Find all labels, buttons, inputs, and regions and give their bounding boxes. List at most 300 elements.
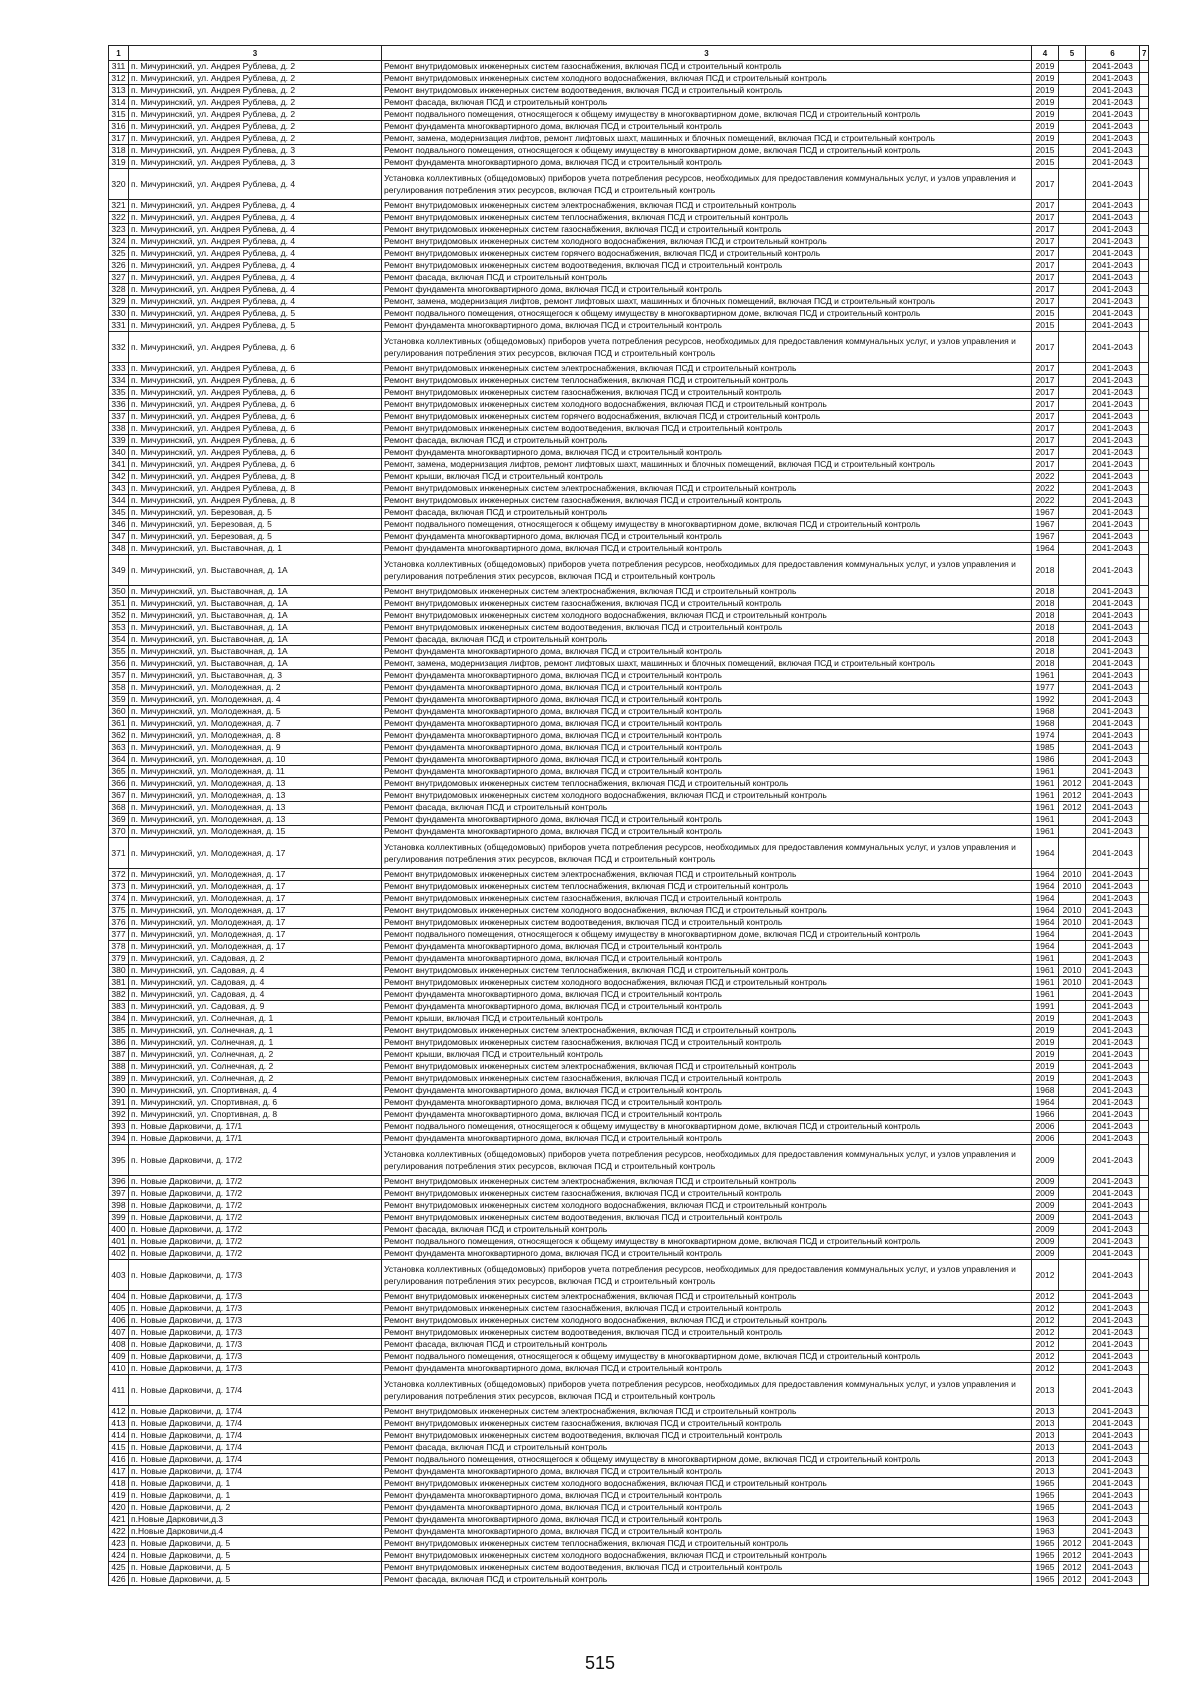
table-row [109,941,1149,953]
table-row [109,1200,1149,1212]
last-repair-year-cell [1059,200,1086,212]
row-number-cell: 323 [109,224,129,236]
last-repair-year-cell [1059,260,1086,272]
planned-period-cell: 2041-2043 [1086,646,1140,658]
work-type-cell: Ремонт внутридомовых инженерных систем газоснабжения, включая ПСД и строительный контроль [382,1188,1032,1200]
table-header-row [109,46,1149,61]
commission-year-cell: 1968 [1032,718,1059,730]
commission-year-cell: 2017 [1032,447,1059,459]
planned-period-cell: 2041-2043 [1086,658,1140,670]
note-cell [1140,121,1149,133]
address-cell: п. Мичуринский, ул. Молодежная, д. 17 [129,905,382,917]
work-type-cell: Ремонт фундамента многоквартирного дома, включая ПСД и строительный контроль [382,157,1032,169]
planned-period-cell: 2041-2043 [1086,610,1140,622]
row-number-cell: 422 [109,1526,129,1538]
address-cell: п. Мичуринский, ул. Солнечная, д. 1 [129,1013,382,1025]
work-type-cell: Ремонт подвального помещения, относящегося к общему имуществу в многоквартирном доме, включая ПСД и строительный контроль [382,519,1032,531]
commission-year-cell: 2009 [1032,1200,1059,1212]
row-number-cell: 408 [109,1339,129,1351]
table-row [109,718,1149,730]
address-cell: п. Мичуринский, ул. Андрея Рублева, д. 8 [129,483,382,495]
address-cell: п. Мичуринский, ул. Выставочная, д. 1А [129,646,382,658]
last-repair-year-cell [1059,1430,1086,1442]
last-repair-year-cell [1059,670,1086,682]
commission-year-cell: 1961 [1032,965,1059,977]
planned-period-cell: 2041-2043 [1086,1085,1140,1097]
table-row [109,109,1149,121]
work-type-cell: Ремонт, замена, модернизация лифтов, ремонт лифтовых шахт, машинных и блочных помещений, включая ПСД и строительный контроль [382,658,1032,670]
work-type-cell: Ремонт фундамента многоквартирного дома, включая ПСД и строительный контроль [382,694,1032,706]
last-repair-year-cell [1059,73,1086,85]
address-cell: п. Мичуринский, ул. Андрея Рублева, д. 4 [129,284,382,296]
work-type-cell: Ремонт внутридомовых инженерных систем холодного водоснабжения, включая ПСД и строительный контроль [382,610,1032,622]
commission-year-cell: 2019 [1032,1013,1059,1025]
last-repair-year-cell [1059,375,1086,387]
note-cell [1140,1351,1149,1363]
row-number-cell: 415 [109,1442,129,1454]
last-repair-year-cell [1059,1526,1086,1538]
last-repair-year-cell: 2010 [1059,965,1086,977]
work-type-cell: Ремонт внутридомовых инженерных систем водоотведения, включая ПСД и строительный контроль [382,1327,1032,1339]
work-type-cell: Ремонт фундамента многоквартирного дома, включая ПСД и строительный контроль [382,1109,1032,1121]
last-repair-year-cell [1059,1327,1086,1339]
row-number-cell: 406 [109,1315,129,1327]
address-cell: п. Мичуринский, ул. Выставочная, д. 1 [129,543,382,555]
planned-period-cell: 2041-2043 [1086,1224,1140,1236]
address-cell: п. Новые Дарковичи, д. 17/3 [129,1327,382,1339]
commission-year-cell: 2017 [1032,284,1059,296]
last-repair-year-cell [1059,646,1086,658]
planned-period-cell: 2041-2043 [1086,977,1140,989]
table-row [109,670,1149,682]
work-type-cell: Ремонт внутридомовых инженерных систем холодного водоснабжения, включая ПСД и строительный контроль [382,1550,1032,1562]
table-row [109,658,1149,670]
commission-year-cell: 2017 [1032,387,1059,399]
note-cell [1140,320,1149,332]
table-row [109,1248,1149,1260]
note-cell [1140,694,1149,706]
row-number-cell: 333 [109,363,129,375]
last-repair-year-cell [1059,814,1086,826]
commission-year-cell: 1964 [1032,1097,1059,1109]
last-repair-year-cell [1059,682,1086,694]
last-repair-year-cell [1059,399,1086,411]
address-cell: п. Мичуринский, ул. Садовая, д. 4 [129,977,382,989]
last-repair-year-cell [1059,296,1086,308]
work-type-cell: Ремонт фундамента многоквартирного дома, включая ПСД и строительный контроль [382,941,1032,953]
note-cell [1140,73,1149,85]
row-number-cell: 343 [109,483,129,495]
commission-year-cell: 1985 [1032,742,1059,754]
work-type-cell: Ремонт фундамента многоквартирного дома, включая ПСД и строительный контроль [382,682,1032,694]
planned-period-cell: 2041-2043 [1086,989,1140,1001]
row-number-cell: 390 [109,1085,129,1097]
note-cell [1140,1327,1149,1339]
note-cell [1140,157,1149,169]
address-cell: п. Новые Дарковичи, д. 17/4 [129,1442,382,1454]
commission-year-cell: 1965 [1032,1538,1059,1550]
work-type-cell: Ремонт подвального помещения, относящегося к общему имуществу в многоквартирном доме, включая ПСД и строительный контроль [382,1121,1032,1133]
address-cell: п. Мичуринский, ул. Молодежная, д. 8 [129,730,382,742]
planned-period-cell: 2041-2043 [1086,387,1140,399]
planned-period-cell: 2041-2043 [1086,296,1140,308]
address-cell: п. Мичуринский, ул. Спортивная, д. 6 [129,1097,382,1109]
address-cell: п. Новые Дарковичи, д. 5 [129,1538,382,1550]
row-number-cell: 385 [109,1025,129,1037]
note-cell [1140,742,1149,754]
last-repair-year-cell [1059,1315,1086,1327]
note-cell [1140,1363,1149,1375]
planned-period-cell: 2041-2043 [1086,766,1140,778]
work-type-cell: Ремонт внутридомовых инженерных систем холодного водоснабжения, включая ПСД и строительный контроль [382,399,1032,411]
work-type-cell: Ремонт, замена, модернизация лифтов, ремонт лифтовых шахт, машинных и блочных помещений, включая ПСД и строительный контроль [382,133,1032,145]
last-repair-year-cell: 2012 [1059,802,1086,814]
table-row [109,838,1149,869]
header-cell: 1 [109,46,129,61]
row-number-cell: 342 [109,471,129,483]
commission-year-cell: 1966 [1032,1109,1059,1121]
planned-period-cell: 2041-2043 [1086,1303,1140,1315]
note-cell [1140,802,1149,814]
table-row [109,284,1149,296]
header-cell: 3 [382,46,1032,61]
address-cell: п. Мичуринский, ул. Андрея Рублева, д. 8 [129,471,382,483]
address-cell: п. Мичуринский, ул. Андрея Рублева, д. 4 [129,236,382,248]
address-cell: п. Мичуринский, ул. Молодежная, д. 15 [129,826,382,838]
planned-period-cell: 2041-2043 [1086,1200,1140,1212]
work-type-cell: Ремонт фасада, включая ПСД и строительный контроль [382,435,1032,447]
note-cell [1140,953,1149,965]
last-repair-year-cell [1059,1037,1086,1049]
commission-year-cell: 2017 [1032,363,1059,375]
commission-year-cell: 2013 [1032,1454,1059,1466]
row-number-cell: 399 [109,1212,129,1224]
work-type-cell: Ремонт внутридомовых инженерных систем теплоснабжения, включая ПСД и строительный контроль [382,212,1032,224]
table-row [109,1001,1149,1013]
work-type-cell: Ремонт внутридомовых инженерных систем теплоснабжения, включая ПСД и строительный контроль [382,375,1032,387]
table-body [109,61,1149,1586]
note-cell [1140,308,1149,320]
work-type-cell: Ремонт внутридомовых инженерных систем горячего водоснабжения, включая ПСД и строительный контроль [382,248,1032,260]
row-number-cell: 419 [109,1490,129,1502]
table-row [109,97,1149,109]
commission-year-cell: 1965 [1032,1574,1059,1586]
address-cell: п. Мичуринский, ул. Молодежная, д. 13 [129,790,382,802]
last-repair-year-cell [1059,1303,1086,1315]
note-cell [1140,471,1149,483]
note-cell [1140,483,1149,495]
row-number-cell: 328 [109,284,129,296]
last-repair-year-cell [1059,363,1086,375]
work-type-cell: Установка коллективных (общедомовых) приборов учета потребления ресурсов, необходимых для предоставления коммунальных услуг, и узлов управления и регулирования потребления этих ресурсов, включая ПСД и строительный контроль [382,1145,1032,1176]
address-cell: п. Новые Дарковичи, д. 17/3 [129,1363,382,1375]
last-repair-year-cell [1059,1121,1086,1133]
table-row [109,1212,1149,1224]
address-cell: п. Мичуринский, ул. Андрея Рублева, д. 5 [129,308,382,320]
commission-year-cell: 1965 [1032,1490,1059,1502]
last-repair-year-cell [1059,893,1086,905]
commission-year-cell: 2012 [1032,1339,1059,1351]
note-cell [1140,1200,1149,1212]
table-row [109,411,1149,423]
table-row [109,1454,1149,1466]
address-cell: п. Новые Дарковичи, д. 1 [129,1490,382,1502]
commission-year-cell: 2013 [1032,1418,1059,1430]
last-repair-year-cell: 2012 [1059,778,1086,790]
note-cell [1140,1248,1149,1260]
commission-year-cell: 1961 [1032,814,1059,826]
address-cell: п. Мичуринский, ул. Молодежная, д. 9 [129,742,382,754]
row-number-cell: 357 [109,670,129,682]
row-number-cell: 384 [109,1013,129,1025]
note-cell [1140,1502,1149,1514]
commission-year-cell: 1968 [1032,1085,1059,1097]
note-cell [1140,97,1149,109]
note-cell [1140,754,1149,766]
last-repair-year-cell [1059,718,1086,730]
note-cell [1140,224,1149,236]
address-cell: п. Мичуринский, ул. Андрея Рублева, д. 6 [129,411,382,423]
last-repair-year-cell [1059,272,1086,284]
table-row [109,248,1149,260]
commission-year-cell: 1977 [1032,682,1059,694]
table-row [109,1049,1149,1061]
note-cell [1140,790,1149,802]
note-cell [1140,272,1149,284]
commission-year-cell: 2018 [1032,646,1059,658]
work-type-cell: Ремонт фасада, включая ПСД и строительный контроль [382,1442,1032,1454]
last-repair-year-cell [1059,61,1086,73]
row-number-cell: 379 [109,953,129,965]
work-type-cell: Установка коллективных (общедомовых) приборов учета потребления ресурсов, необходимых для предоставления коммунальных услуг, и узлов управления и регулирования потребления этих ресурсов, включая ПСД и строительный контроль [382,332,1032,363]
table-row [109,61,1149,73]
work-type-cell: Ремонт внутридомовых инженерных систем электроснабжения, включая ПСД и строительный контроль [382,1061,1032,1073]
last-repair-year-cell [1059,838,1086,869]
planned-period-cell: 2041-2043 [1086,1037,1140,1049]
row-number-cell: 363 [109,742,129,754]
work-type-cell: Ремонт фундамента многоквартирного дома, включая ПСД и строительный контроль [382,766,1032,778]
planned-period-cell: 2041-2043 [1086,308,1140,320]
address-cell: п. Мичуринский, ул. Андрея Рублева, д. 6 [129,435,382,447]
row-number-cell: 412 [109,1406,129,1418]
address-cell: п. Мичуринский, ул. Солнечная, д. 2 [129,1049,382,1061]
row-number-cell: 327 [109,272,129,284]
row-number-cell: 386 [109,1037,129,1049]
work-type-cell: Ремонт внутридомовых инженерных систем электроснабжения, включая ПСД и строительный контроль [382,363,1032,375]
planned-period-cell: 2041-2043 [1086,61,1140,73]
address-cell: п. Мичуринский, ул. Выставочная, д. 1А [129,586,382,598]
last-repair-year-cell [1059,826,1086,838]
table-row [109,610,1149,622]
commission-year-cell: 2013 [1032,1430,1059,1442]
commission-year-cell: 2018 [1032,586,1059,598]
note-cell [1140,929,1149,941]
note-cell [1140,1514,1149,1526]
row-number-cell: 405 [109,1303,129,1315]
row-number-cell: 352 [109,610,129,622]
note-cell [1140,1176,1149,1188]
planned-period-cell: 2041-2043 [1086,881,1140,893]
work-type-cell: Ремонт внутридомовых инженерных систем газоснабжения, включая ПСД и строительный контроль [382,598,1032,610]
address-cell: п. Мичуринский, ул. Выставочная, д. 1А [129,658,382,670]
address-cell: п. Мичуринский, ул. Андрея Рублева, д. 6 [129,447,382,459]
table-row [109,296,1149,308]
work-type-cell: Ремонт внутридомовых инженерных систем газоснабжения, включая ПСД и строительный контроль [382,1418,1032,1430]
note-cell [1140,778,1149,790]
last-repair-year-cell [1059,586,1086,598]
table-row [109,145,1149,157]
planned-period-cell: 2041-2043 [1086,778,1140,790]
commission-year-cell: 1963 [1032,1526,1059,1538]
planned-period-cell: 2041-2043 [1086,694,1140,706]
row-number-cell: 396 [109,1176,129,1188]
commission-year-cell: 1963 [1032,1514,1059,1526]
work-type-cell: Ремонт подвального помещения, относящегося к общему имуществу в многоквартирном доме, включая ПСД и строительный контроль [382,109,1032,121]
last-repair-year-cell [1059,941,1086,953]
address-cell: п. Мичуринский, ул. Молодежная, д. 7 [129,718,382,730]
address-cell: п. Мичуринский, ул. Садовая, д. 9 [129,1001,382,1013]
commission-year-cell: 2017 [1032,272,1059,284]
row-number-cell: 320 [109,169,129,200]
note-cell [1140,459,1149,471]
planned-period-cell: 2041-2043 [1086,814,1140,826]
table-row [109,682,1149,694]
table-row [109,1013,1149,1025]
table-row [109,1418,1149,1430]
planned-period-cell: 2041-2043 [1086,1526,1140,1538]
row-number-cell: 350 [109,586,129,598]
work-type-cell: Ремонт подвального помещения, относящегося к общему имуществу в многоквартирном доме, включая ПСД и строительный контроль [382,145,1032,157]
note-cell [1140,1291,1149,1303]
last-repair-year-cell [1059,742,1086,754]
note-cell [1140,1442,1149,1454]
note-cell [1140,447,1149,459]
table-row [109,694,1149,706]
row-number-cell: 326 [109,260,129,272]
last-repair-year-cell [1059,332,1086,363]
planned-period-cell: 2041-2043 [1086,838,1140,869]
address-cell: п. Новые Дарковичи, д. 17/1 [129,1121,382,1133]
planned-period-cell: 2041-2043 [1086,145,1140,157]
work-type-cell: Ремонт фундамента многоквартирного дома, включая ПСД и строительный контроль [382,646,1032,658]
planned-period-cell: 2041-2043 [1086,248,1140,260]
commission-year-cell: 2009 [1032,1176,1059,1188]
row-number-cell: 318 [109,145,129,157]
planned-period-cell: 2041-2043 [1086,459,1140,471]
commission-year-cell: 2018 [1032,634,1059,646]
last-repair-year-cell [1059,411,1086,423]
planned-period-cell: 2041-2043 [1086,893,1140,905]
work-type-cell: Ремонт фасада, включая ПСД и строительный контроль [382,507,1032,519]
table-row [109,1538,1149,1550]
work-type-cell: Ремонт фасада, включая ПСД и строительный контроль [382,802,1032,814]
note-cell [1140,718,1149,730]
address-cell: п. Мичуринский, ул. Березовая, д. 5 [129,519,382,531]
note-cell [1140,1188,1149,1200]
note-cell [1140,423,1149,435]
row-number-cell: 395 [109,1145,129,1176]
row-number-cell: 397 [109,1188,129,1200]
address-cell: п. Новые Дарковичи, д. 17/2 [129,1200,382,1212]
planned-period-cell: 2041-2043 [1086,1478,1140,1490]
note-cell [1140,941,1149,953]
last-repair-year-cell: 2010 [1059,881,1086,893]
row-number-cell: 325 [109,248,129,260]
address-cell: п. Мичуринский, ул. Выставочная, д. 1А [129,555,382,586]
commission-year-cell: 1961 [1032,670,1059,682]
planned-period-cell: 2041-2043 [1086,399,1140,411]
note-cell [1140,1133,1149,1145]
row-number-cell: 387 [109,1049,129,1061]
note-cell [1140,61,1149,73]
address-cell: п. Мичуринский, ул. Андрея Рублева, д. 4 [129,296,382,308]
commission-year-cell: 2019 [1032,1037,1059,1049]
last-repair-year-cell [1059,1049,1086,1061]
work-type-cell: Ремонт внутридомовых инженерных систем газоснабжения, включая ПСД и строительный контроль [382,1303,1032,1315]
planned-period-cell: 2041-2043 [1086,320,1140,332]
note-cell [1140,1145,1149,1176]
address-cell: п. Мичуринский, ул. Садовая, д. 4 [129,989,382,1001]
row-number-cell: 365 [109,766,129,778]
work-type-cell: Ремонт внутридомовых инженерных систем водоотведения, включая ПСД и строительный контроль [382,260,1032,272]
planned-period-cell: 2041-2043 [1086,826,1140,838]
table-row [109,224,1149,236]
planned-period-cell: 2041-2043 [1086,411,1140,423]
work-type-cell: Ремонт фундамента многоквартирного дома, включая ПСД и строительный контроль [382,1363,1032,1375]
commission-year-cell: 2018 [1032,598,1059,610]
table-row [109,1061,1149,1073]
work-type-cell: Ремонт внутридомовых инженерных систем электроснабжения, включая ПСД и строительный контроль [382,586,1032,598]
planned-period-cell: 2041-2043 [1086,598,1140,610]
last-repair-year-cell [1059,459,1086,471]
address-cell: п. Мичуринский, ул. Андрея Рублева, д. 6 [129,387,382,399]
work-type-cell: Ремонт внутридомовых инженерных систем газоснабжения, включая ПСД и строительный контроль [382,1037,1032,1049]
planned-period-cell: 2041-2043 [1086,754,1140,766]
work-type-cell: Ремонт фасада, включая ПСД и строительный контроль [382,97,1032,109]
row-number-cell: 374 [109,893,129,905]
work-type-cell: Ремонт фасада, включая ПСД и строительный контроль [382,1574,1032,1586]
note-cell [1140,1339,1149,1351]
commission-year-cell: 2017 [1032,236,1059,248]
commission-year-cell: 2013 [1032,1406,1059,1418]
work-type-cell: Ремонт подвального помещения, относящегося к общему имуществу в многоквартирном доме, включая ПСД и строительный контроль [382,929,1032,941]
commission-year-cell: 2012 [1032,1303,1059,1315]
note-cell [1140,1061,1149,1073]
row-number-cell: 366 [109,778,129,790]
commission-year-cell: 2022 [1032,495,1059,507]
address-cell: п. Новые Дарковичи, д. 17/2 [129,1145,382,1176]
row-number-cell: 394 [109,1133,129,1145]
row-number-cell: 403 [109,1260,129,1291]
commission-year-cell: 1961 [1032,953,1059,965]
last-repair-year-cell [1059,248,1086,260]
last-repair-year-cell [1059,97,1086,109]
note-cell [1140,399,1149,411]
row-number-cell: 402 [109,1248,129,1260]
note-cell [1140,375,1149,387]
work-type-cell: Ремонт внутридомовых инженерных систем электроснабжения, включая ПСД и строительный контроль [382,483,1032,495]
header-cell: 5 [1059,46,1086,61]
table-row [109,917,1149,929]
work-type-cell: Ремонт, замена, модернизация лифтов, ремонт лифтовых шахт, машинных и блочных помещений, включая ПСД и строительный контроль [382,296,1032,308]
planned-period-cell: 2041-2043 [1086,1013,1140,1025]
table-row [109,1025,1149,1037]
last-repair-year-cell [1059,85,1086,97]
address-cell: п. Мичуринский, ул. Березовая, д. 5 [129,531,382,543]
commission-year-cell: 2022 [1032,483,1059,495]
address-cell: п. Мичуринский, ул. Молодежная, д. 13 [129,814,382,826]
commission-year-cell: 1964 [1032,929,1059,941]
